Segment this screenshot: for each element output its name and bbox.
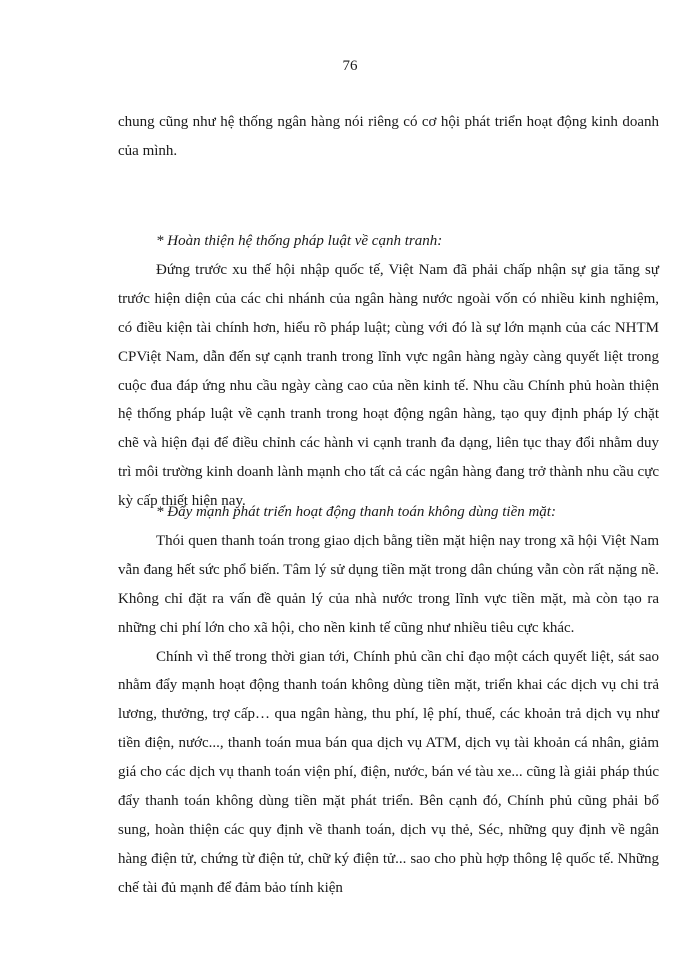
intro-block (118, 108, 659, 166)
intro-paragraph: chung cũng như hệ thống ngân hàng nói riêng có cơ hội phát triển hoạt động kinh doanh của mình. (118, 114, 659, 159)
section-heading: * Đẩy mạnh phát triển hoạt động thanh toán không dùng tiền mặt: (156, 504, 556, 520)
section-competition-law (118, 227, 659, 516)
page-number: 76 (342, 58, 358, 74)
section-non-cash-payment (118, 498, 659, 903)
section-heading: * Hoàn thiện hệ thống pháp luật về cạnh tranh: (156, 233, 443, 249)
body-paragraph: Đứng trước xu thế hội nhập quốc tế, Việt Nam đã phải chấp nhận sự gia tăng sự trước hiện diện của các chi nhánh của ngân hàng nước ngoài vốn có nhiều kinh nghiệm, có điều kiện tài chính hơn, hiểu rõ pháp luật; cùng với đó là sự lớn mạnh của các NHTM CPViệt Nam, dẫn đến sự cạnh tranh trong lĩnh vực ngân hàng ngày càng quyết liệt trong cuộc đua đáp ứng nhu cầu ngày càng cao của nền kinh tế. Nhu cầu Chính phủ hoàn thiện hệ thống pháp luật về cạnh tranh trong hoạt động ngân hàng, tạo quy định pháp lý chặt chẽ và hiện đại để điều chỉnh các hành vi cạnh tranh đa dạng, liên tục thay đổi nhằm duy trì môi trường kinh doanh lành mạnh cho tất cả các ngân hàng đang trở thành nhu cầu cực kỳ cấp thiết hiện nay. (118, 261, 659, 510)
body-paragraph: Thói quen thanh toán trong giao dịch bằng tiền mặt hiện nay trong xã hội Việt Nam vẫn đang hết sức phổ biến. Tâm lý sử dụng tiền mặt trong dân chúng vẫn còn rất nặng nề. Không chỉ đặt ra vấn đề quản lý của nhà nước trong lĩnh vực tiền mặt, mà còn tạo ra những chi phí lớn cho xã hội, cho nền kinh tế cũng như nhiều tiêu cực khác. (118, 532, 659, 636)
body-paragraph: Chính vì thế trong thời gian tới, Chính phủ cần chỉ đạo một cách quyết liệt, sát sao nhằm đẩy mạnh hoạt động thanh toán không dùng tiền mặt, triển khai các dịch vụ chi trả lương, thưởng, trợ cấp… qua ngân hàng, thu phí, lệ phí, thuế, các khoản trả dịch vụ như tiền điện, nước..., thanh toán mua bán qua dịch vụ ATM, dịch vụ tài khoản cá nhân, giảm giá cho các dịch vụ thanh toán viện phí, điện, nước, bán vé tàu xe... cũng là giải pháp thúc đẩy thanh toán không dùng tiền mặt phát triển. Bên cạnh đó, Chính phủ cũng phải bổ sung, hoàn thiện các quy định về thanh toán, dịch vụ thẻ, Séc, những quy định về ngân hàng điện tử, chứng từ điện tử, chữ ký điện tử... sao cho phù hợp thông lệ quốc tế. Những chế tài đủ mạnh để đảm bảo tính kiện (118, 648, 659, 896)
